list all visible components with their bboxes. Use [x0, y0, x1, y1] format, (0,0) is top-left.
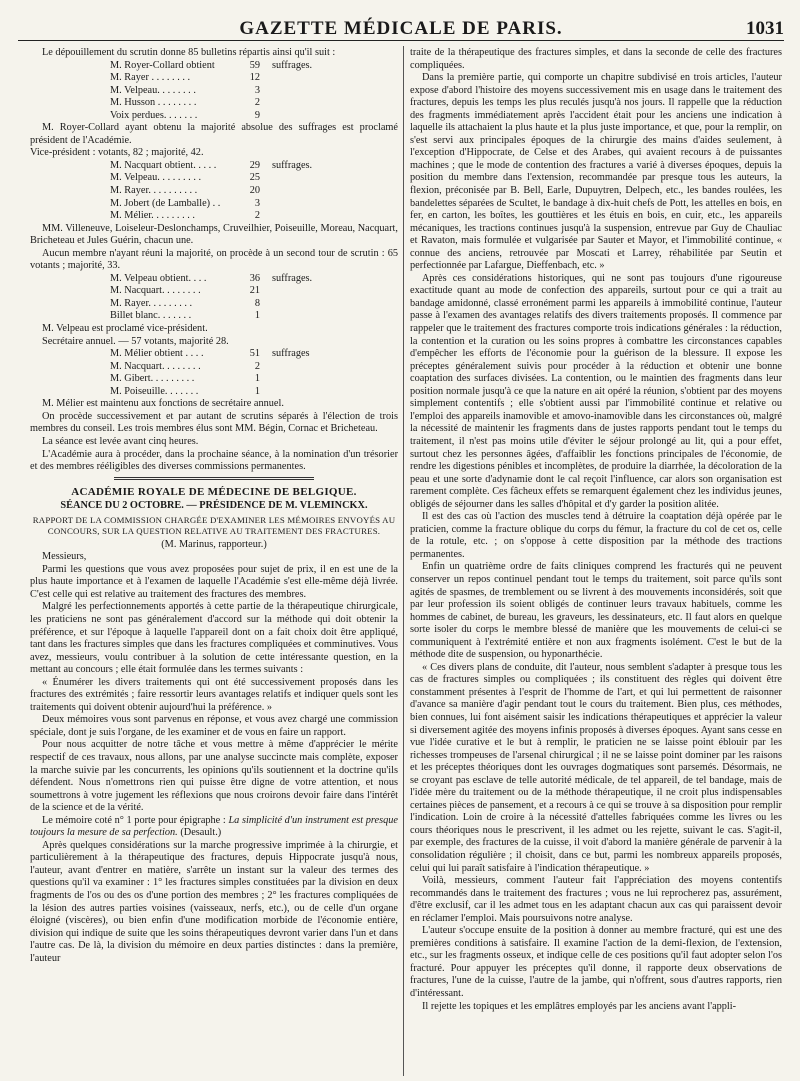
candidate-name: M. Royer-Collard obtient	[110, 59, 215, 71]
candidate-name: M. Poiseuille. . . . . . .	[110, 385, 199, 397]
candidate-name: M. Velpeau. . . . . . . . .	[110, 172, 202, 184]
vote-table-second-round	[110, 273, 398, 323]
vote-row	[110, 386, 398, 399]
paragraph: Parmi les questions que vous avez proposées pour sujet de prix, il en est une de la plus haute importance et à l'examen de laquelle l'Académie s'est elle-même déjà livrée. C'est celle qui est relative au traitement des fractures des membres.	[30, 563, 398, 600]
paragraph: M. Mélier est maintenu aux fonctions de secrétaire annuel.	[42, 398, 284, 410]
vote-row	[110, 198, 398, 211]
candidate-name: M. Rayer. . . . . . . . . .	[110, 185, 198, 197]
journal-title: GAZETTE MÉDICALE DE PARIS.	[239, 18, 563, 39]
candidate-name: M. Husson . . . . . . . .	[110, 97, 197, 109]
paragraph: Pour nous acquitter de notre tâche et vous mettre à même d'apprécier le mérite respectif de ces travaux, nous allons, par une analyse succincte mais complète, exposer la marche suivie par les concurrents, les opinions qu'ils soutiennent et la doctrine qu'ils défendent. Nous n'omettrons rien qui puisse être digne de votre attention, et nous soumettrons à votre jugement les réflexions que nous croirons devoir faire dans l'intérêt de la science et de la vérité.	[30, 739, 398, 814]
paragraph: M. Velpeau est proclamé vice-président.	[42, 323, 208, 335]
paragraph: On procède successivement et par autant de scrutins séparés à l'élection de trois membres du conseil. Les trois membres élus sont MM. Bégin, Cornac et Bricheteau.	[30, 410, 398, 435]
candidate-name: M. Gibert. . . . . . . . .	[110, 373, 195, 385]
vote-count: 59	[249, 59, 260, 71]
vote-table-secretary	[110, 348, 398, 398]
epigraph-author: (Desault.)	[180, 827, 222, 839]
vote-count: 29	[249, 159, 260, 171]
vote-row	[110, 72, 398, 85]
candidate-name: M. Jobert (de Lamballe) . .	[110, 197, 221, 209]
paragraph: Il rejette les topiques et les emplâtres employés par les anciens avant l'appli-	[422, 1000, 737, 1012]
epigraph-text: La simplicité d'un instrument est presque toujours la mesure de sa perfection.	[30, 814, 399, 839]
candidate-name: M. Velpeau. . . . . . . .	[110, 84, 196, 96]
vote-row	[110, 110, 398, 123]
paragraph: Aucun membre n'ayant réuni la majorité, on procède à un second tour de scrutin : 65 votants ; majorité, 33.	[30, 247, 398, 272]
vote-row	[110, 361, 398, 374]
paragraph: Vice-président : votants, 82 ; majorité, 42.	[30, 147, 204, 159]
header-rule	[18, 40, 784, 41]
paragraph: M. Royer-Collard ayant obtenu la majorité absolue des suffrages est proclamé président de l'Académie.	[30, 122, 398, 146]
vote-unit: suffrages.	[272, 159, 313, 171]
rapporteur: (M. Marinus, rapporteur.)	[161, 538, 267, 550]
vote-table-vice-president	[110, 160, 398, 223]
paragraph: L'Académie aura à procéder, dans la prochaine séance, à la nomination d'un trésorier et des membres rééligibles des diverses commissions permanentes.	[30, 448, 398, 473]
vote-count: 1	[254, 310, 260, 322]
vote-row	[110, 348, 398, 361]
paragraph: Deux mémoires vous sont parvenus en réponse, et vous avez chargé une commission spéciale, dont je suis l'organe, de les examiner et de vous en faire un rapport.	[30, 714, 398, 738]
vote-count: 51	[249, 348, 260, 360]
candidate-name: M. Nacquart. . . . . . . .	[110, 360, 201, 372]
vote-unit: suffrages.	[272, 59, 313, 71]
vote-count: 9	[254, 109, 260, 121]
paragraph: Il est des cas où l'action des muscles tend à détruire la coaptation déjà opérée par le praticien, comme la fracture oblique du corps du fémur, la fracture du col de cet os, celle de la rotule, etc. ; on s'oppose à cette disposition par la méthode des tractions permanentes.	[410, 511, 782, 560]
candidate-name: M. Rayer. . . . . . . . .	[110, 297, 193, 309]
quote-paragraph: « Énumérer les divers traitements qui ont été successivement proposés dans les fractures des extrémités ; faire ressortir leurs avantages relatifs et indiquer quels sont les traitements qui doivent obtenir aujourd'hui la préférence. »	[30, 676, 398, 713]
vote-count: 21	[249, 285, 260, 297]
vote-count: 20	[249, 185, 260, 197]
vote-row	[110, 373, 398, 386]
candidate-name: M. Mélier. . . . . . . . .	[110, 210, 195, 222]
candidate-name: M. Velpeau obtient. . . .	[110, 272, 207, 284]
vote-count: 2	[254, 210, 260, 222]
paragraph: L'auteur s'occupe ensuite de la position à donner au membre fracturé, qui est une des premières conditions à satisfaire. Il examine l'action de la demi-flexion, de l'extension, etc., sur les fragments osseux, et indique celle de ces positions qu'il faut adopter selon l'os fracturé. Pour appuyer les préceptes qu'il donne, il rapporte deux observations de fractures, l'une de la cuisse, l'autre de la jambe, qui n'offrent, sous d'autres rapports, rien d'intéressant.	[410, 925, 782, 1000]
vote-row	[110, 285, 398, 298]
candidate-name: M. Nacquart. . . . . . . .	[110, 285, 201, 297]
paragraph: Après ces considérations historiques, qui ne sont pas toujours d'une rigoureuse exactitude quant au mode de confection des appareils, surtout pour ce qui a trait au bandage amidonné, classé erronément parmi les appareils à immobilité continue, l'auteur passe à l'examen des avantages relatifs des divers traitements proposés. Il commence par rappeler que le traitement des fractures comporte trois indications générales : la réduction, la contention et la curation ou les soins propres à combattre les circonstances capables d'empêcher les efforts de l'économie pour la guérison de la blessure. Il expose les préceptes généralement suivis pour procéder à la réduction et obtenir une bonne coaptation des surfaces divisées. La contention, ou le maintien des fragments dans leur position normale jusqu'à ce que la nature en ait opéré la réunion, s'obtient par des moyens simplement contentifs ; elle s'obtient aussi par l'immobilité continue et relative ou l'emploi des appareils inamovible et amovo-inamovible dans les circonstances où, malgré la nécessité de maintenir les fragments dans de justes rapports pendant tout le temps du traitement, il n'est pas moins utile d'éviter le séjour prolongé au lit, qui a pour effet, surtout chez les personnes âgées, d'affaiblir les fonctions principales de l'économie, de rendre les digestions pénibles et incomplètes, de produire la diarrhée, la décoloration de la peau et une sorte d'adynamie dont le cal reçoit l'influence, car alors son organisation est rarement complète. Ces fâcheux effets se remarquent également chez les individus jeunes, obligés de séjourner dans les salles d'hôpital et d'y garder la position alitée.	[410, 272, 782, 510]
paragraph: Enfin un quatrième ordre de faits cliniques comprend les fracturés qui ne peuvent conserver un repos continuel pendant tout le temps du traitement, soit parce qu'ils sont agités de spasmes, de tremblement ou se livrent à des mouvements inconsidérés, soit que par leur profession ils soient obligés de continuer leurs travaux habituels, comme les hommes de cabinet, de bureau, les graveurs, les dessinateurs, etc. Il faut alors en quelque sorte isoler du corps le membre blessé de manière que les mouvements de celui-ci se communiquent à l'extrémité entière et non aux fragments isolément. C'est le but de la méthode dite de suspension, ou hyponarthécie.	[410, 561, 782, 661]
paragraph: La séance est levée avant cinq heures.	[42, 435, 199, 447]
vote-row	[110, 185, 398, 198]
candidate-name: M. Nacquart obtient. . . . .	[110, 159, 217, 171]
paragraph: Dans la première partie, qui comporte un chapitre subdivisé en trois articles, l'auteur expose d'abord l'histoire des moyens successivement mis en usage dans le traitement des fractures, depuis les temps les plus reculés jusqu'à nos jours. Il rappelle que la réduction des fragments immédiatement après l'accident était pour les anciens une indication à laquelle ils attachaient la plus haute et la plus juste importance, et que, pour la remplir, on s'est servi aux principales époques de la chirurgie des mains d'aides seulement, à l'exception d'Hippocrate, de Celse et des Arabes, qui avaient recours à de puissantes machines ; que le mode de contention des fractures a varié à diverses époques, depuis la position du membre dans l'extension, recommandée par presque tous les auteurs, la flexion, préconisée par B. Bell, Earle, Dupuytren, Delpech, etc., les bandes roulées, les bandelettes séparées de Scultet, le bandage à dix-huit chefs de Pott, les attelles en bois, en fer, en carton, les boîtes, les gouttières et les étuis en bois, en cuir, etc., les appareils mécaniques, les tractions continues jusqu'à la suspension, entrevue par Guy de Chauliac et Ravaton, mais formulée et vulgarisée par Sauter et Mayor, et l'immobilité continue, « connue des anciens, retrouvée par Moscati et Larrey, réhabilitée par Seutin et perfectionnée par Lafargue, Dieffenbach, etc. »	[410, 72, 782, 272]
vote-row	[110, 97, 398, 110]
vote-count: 2	[254, 360, 260, 372]
vote-count: 8	[254, 297, 260, 309]
vote-table-president	[110, 60, 398, 123]
paragraph: traite de la thérapeutique des fractures simples, et dans la seconde de celle des fractures compliquées.	[410, 47, 782, 71]
section-title: ACADÉMIE ROYALE DE MÉDECINE DE BELGIQUE.	[71, 485, 357, 498]
vote-row	[110, 60, 398, 73]
vote-count: 36	[249, 272, 260, 284]
epigraph-intro: Le mémoire coté n° 1 porte pour épigraphe :	[42, 814, 226, 826]
scrutin-intro: Le dépouillement du scrutin donne 85 bulletins répartis ainsi qu'il suit :	[42, 47, 336, 58]
paragraph: Voilà, messieurs, comment l'auteur fait l'appréciation des moyens contentifs recommandés dans le traitement des fractures ; vous ne lui reprocherez pas, assurément, d'être exclusif, car il les admet tous en les adaptant chacun aux cas qui paraissent devoir en réclamer l'emploi. Mais poursuivons notre analyse.	[410, 875, 782, 924]
salutation: Messieurs,	[42, 551, 87, 563]
column-divider	[403, 46, 404, 1076]
vote-unit: suffrages.	[272, 272, 313, 284]
vote-count: 25	[249, 172, 260, 184]
right-column	[410, 47, 782, 1013]
seance-heading: SÉANCE DU 2 OCTOBRE. — PRÉSIDENCE DE M. VLEMINCKX.	[60, 500, 368, 512]
vote-row	[110, 85, 398, 98]
vote-row	[110, 273, 398, 286]
section-separator	[114, 477, 314, 480]
vote-row	[110, 298, 398, 311]
vote-unit: suffrages	[272, 348, 310, 360]
vote-row	[110, 160, 398, 173]
candidate-name: M. Mélier obtient . . . .	[110, 348, 204, 360]
vote-count: 1	[254, 373, 260, 385]
vote-count: 3	[254, 197, 260, 209]
vote-count: 12	[249, 72, 260, 84]
epigraph-paragraph	[30, 815, 398, 840]
vote-row	[110, 210, 398, 223]
rapport-heading: RAPPORT DE LA COMMISSION CHARGÉE D'EXAMINER LES MÉMOIRES ENVOYÉS AU CONCOURS, SUR LA QUESTION RELATIVE AU TRAITEMENT DES FRACTURES.	[32, 514, 396, 536]
vote-row	[110, 172, 398, 185]
vote-count: 3	[254, 84, 260, 96]
candidate-name: Voix perdues. . . . . . .	[110, 109, 198, 121]
page-header	[18, 14, 784, 40]
paragraph: Après quelques considérations sur la marche progressive imprimée à la chirurgie, et particulièrement à la thérapeutique des fractures, depuis Hippocrate jusqu'à nous, l'auteur, avant d'entrer en matière, s'arrête un instant sur la valeur des termes des questions qu'il va examiner : 1° les fractures simples constituées par la division en deux fragments de l'os ou des os d'une portion des membres ; 2° les fractures compliquées de la lésion des autres parties voisines (vaisseaux, nerfs, etc.), ou de celle d'un organe éloigné (viscères), ou bien enfin d'une modification morbide de l'économie entière, division qui indique de suite que les soins thérapeutiques devront varier dans l'un et dans l'autre cas. De là, la division du mémoire en deux parties distinctes : dans la première, l'auteur	[30, 839, 398, 964]
vote-count: 1	[254, 385, 260, 397]
paragraph: MM. Villeneuve, Loiseleur-Deslonchamps, Cruveilhier, Poiseuille, Moreau, Nacquart, Bricheteau et Jules Guérin, chacun une.	[30, 222, 398, 247]
quote-paragraph: « Ces divers plans de conduite, dit l'auteur, nous semblent s'adapter à presque tous les cas de fractures simples ou compliquées ; ils constituent des règles qui doivent être constamment présentes à l'esprit de l'homme de l'art, et qui lui permettent de raisonner d'avance sa manière d'agir pendant tout le cours du traitement. Bien plus, ces méthodes, bien connues, lui font aisément saisir les indications thérapeutiques et apprécier la valeur si diversement agitée des moyens infinis proposés à diverses époques. Ayant sans cesse en vue l'idée curative et le but à remplir, le praticien ne se laisse point éblouir par les richesses trompeuses de l'arsenal chirurgical ; il ne se laisse point dominer par les raisons et les préceptes théoriques dont les ouvrages dogmatiques sont parsemés. Désormais, ne se croyant pas esclave de telle autorité médicale, de tel appareil, de tel bandage, mais de l'idée mère du traitement ou de la méthode thérapeutique, il ne croit plus indispensables certaines pièces de pansement, et a recours à ce qui se trouve à sa disposition pour remplir l'indication. Loin de croire à la nécessité d'attelles fabriquées comme les livres ou les cours théoriques nous le prescrivent, il les admet ou les rejette, suivant le cas. S'agit-il, par exemple, des fractures de la cuisse, il voit d'abord la manière générale de parvenir à la consolidation régulière ; il choisit, dans ce but, parmi les nombreux appareils proposés, celui qui lui paraît satisfaire à l'indication thérapeutique. »	[410, 661, 782, 874]
candidate-name: Billet blanc. . . . . . .	[110, 310, 192, 322]
candidate-name: M. Rayer . . . . . . . .	[110, 72, 191, 84]
page-number: 1031	[746, 18, 784, 39]
vote-row	[110, 310, 398, 323]
paragraph: Secrétaire annuel. — 57 votants, majorité 28.	[42, 335, 229, 347]
paragraph: Malgré les perfectionnements apportés à cette partie de la thérapeutique chirurgicale, les praticiens ne sont pas généralement d'accord sur la méthode qui doit obtenir la préférence, et sur l'époque à laquelle l'appareil dont on a fait choix doit être appliqué, tant dans les fractures simples que dans les fractures compliquées et comminutives. Vous avez, messieurs, voulu contribuer à la solution de cette intéressante question, en la mettant au concours ; elle était formulée dans les termes suivants :	[30, 601, 398, 676]
left-column	[30, 47, 398, 965]
vote-count: 2	[254, 97, 260, 109]
